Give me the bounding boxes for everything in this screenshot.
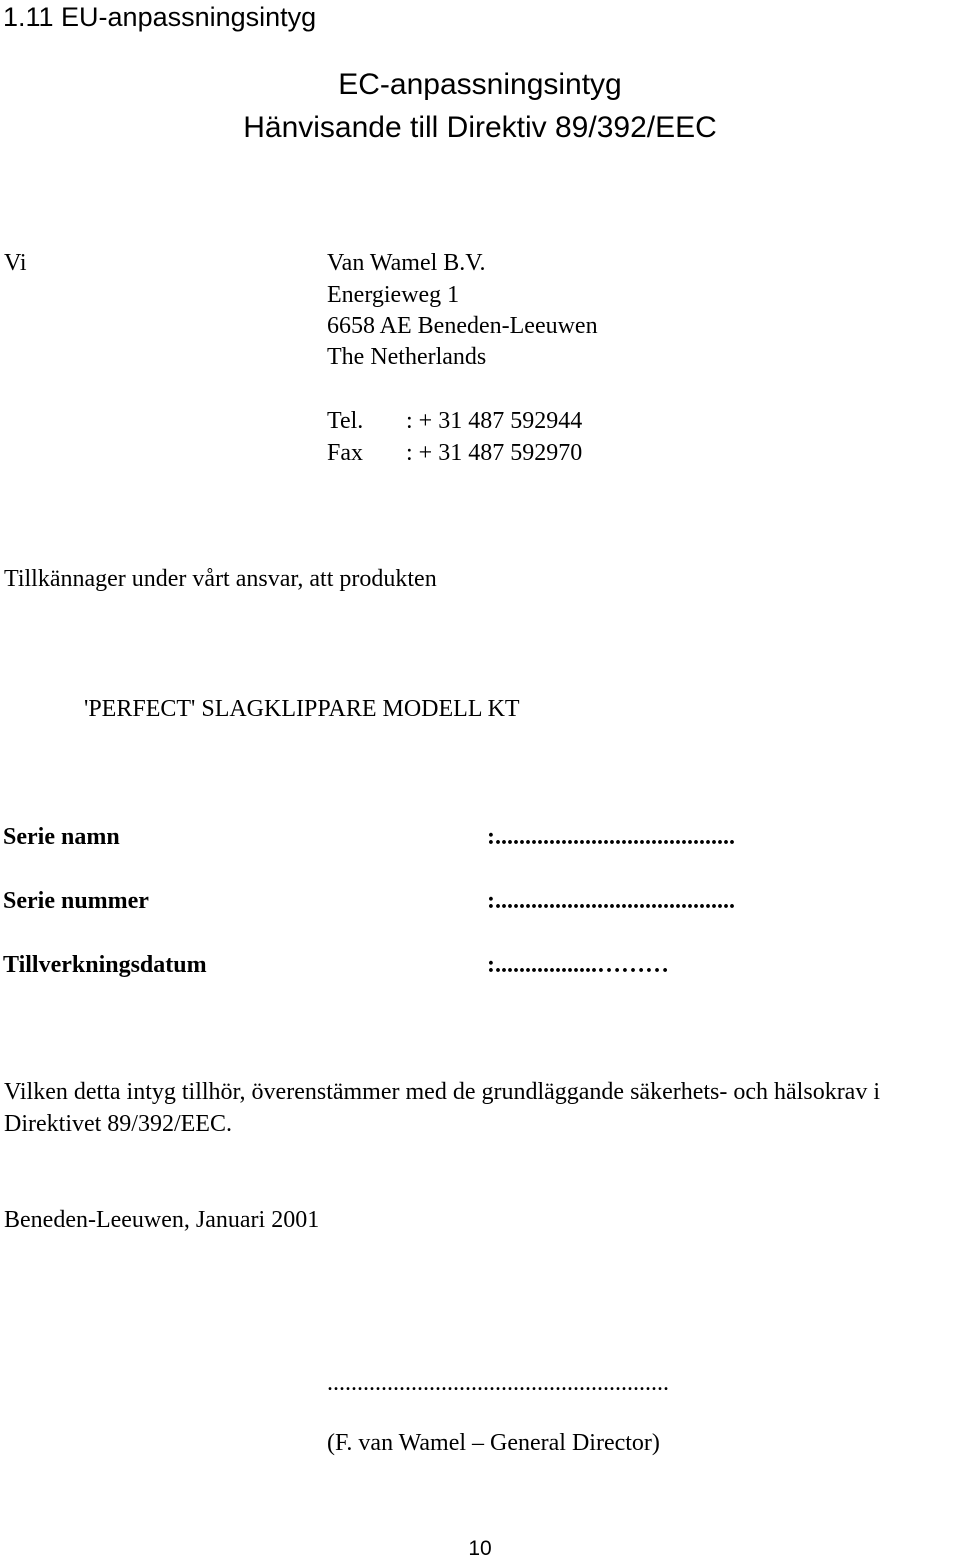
declaration-text: Tillkännager under vårt ansvar, att produkten xyxy=(4,566,437,592)
tel-value: : + 31 487 592944 xyxy=(406,408,583,434)
country: The Netherlands xyxy=(327,344,487,370)
conformity-statement-line2: Direktivet 89/392/EEC. xyxy=(4,1111,232,1137)
document-title: EC-anpassningsintyg xyxy=(338,68,622,101)
conformity-statement-line1: Vilken detta intyg tillhör, överenstämmer med de grundläggande säkerhets- och hälsokrav i xyxy=(4,1079,880,1105)
signature-line: ......................................................... xyxy=(327,1370,669,1396)
manufacture-date-value: :.................……… xyxy=(487,952,669,978)
serial-number-value: :........................................ xyxy=(487,888,735,914)
fax-label: Fax xyxy=(327,440,363,466)
serial-number-label: Serie nummer xyxy=(3,888,149,914)
postal-city: 6658 AE Beneden-Leeuwen xyxy=(327,313,598,339)
street-address: Energieweg 1 xyxy=(327,282,460,308)
tel-label: Tel. xyxy=(327,408,364,434)
page-number: 10 xyxy=(468,1537,492,1560)
serial-name-value: :........................................ xyxy=(487,824,735,850)
signatory-name: (F. van Wamel – General Director) xyxy=(327,1430,660,1456)
serial-name-label: Serie namn xyxy=(3,824,120,850)
we-label: Vi xyxy=(4,250,27,276)
product-name: 'PERFECT' SLAGKLIPPARE MODELL KT xyxy=(84,696,520,722)
place-and-date: Beneden-Leeuwen, Januari 2001 xyxy=(4,1207,320,1233)
document-subtitle: Hänvisande till Direktiv 89/392/EEC xyxy=(243,111,717,144)
fax-value: : + 31 487 592970 xyxy=(406,440,583,466)
section-heading: 1.11 EU-anpassningsintyg xyxy=(3,2,317,32)
company-name: Van Wamel B.V. xyxy=(327,250,486,276)
manufacture-date-label: Tillverkningsdatum xyxy=(3,952,207,978)
